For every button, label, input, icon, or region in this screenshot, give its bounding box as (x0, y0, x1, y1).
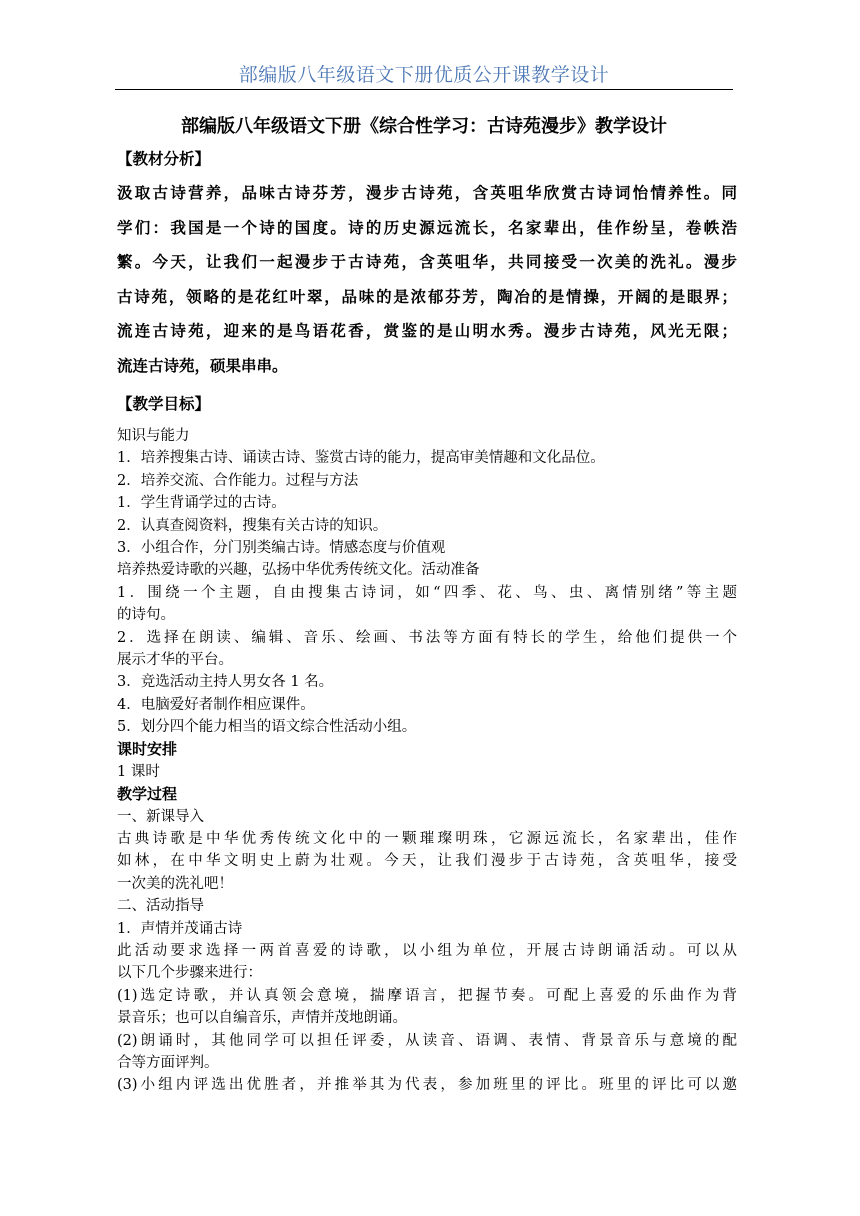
process-line: (3)小组内评选出优胜者，并推举其为代表，参加班里的评比。班里的评比可以邀 (117, 1077, 737, 1094)
process-line: 一次美的洗礼吧！ (117, 875, 233, 892)
goals-line: 1．围绕一个主题，自由搜集古诗词，如“四季、花、鸟、虫、离情别绪”等主题 (117, 584, 737, 601)
goals-line: 的诗句。 (117, 607, 175, 624)
process-line: 古典诗歌是中华优秀传统文化中的一颗璀璨明珠，它源远流长，名家辈出，佳作 (117, 831, 737, 848)
document-title: 部编版八年级语文下册《综合性学习：古诗苑漫步》教学设计 (181, 116, 667, 137)
goals-line: 知识与能力 (117, 428, 190, 444)
schedule-value (117, 761, 737, 783)
process-line: 如林，在中华文明史上蔚为壮观。今天，让我们漫步于古诗苑，含英咀华，接受 (117, 853, 737, 870)
section-heading-goals: 【教学目标】 (117, 395, 211, 413)
analysis-line: 古诗苑，领略的是花红叶翠，品味的是浓郁芬芳，陶冶的是情操，开阔的是眼界； (117, 287, 737, 306)
section-heading-schedule: 课时安排 (117, 740, 178, 759)
analysis-line: 流连古诗苑，迎来的是鸟语花香，赏鉴的是山明水秀。漫步古诗苑，风光无限； (117, 322, 737, 340)
header-divider (115, 89, 733, 90)
section-heading-process: 教学过程 (117, 785, 178, 804)
process-line: (2)朗诵时，其他同学可以担任评委，从读音、语调、表情、背景音乐与意境的配 (117, 1032, 737, 1049)
process-line: 此活动要求选择一两首喜爱的诗歌，以小组为单位，开展古诗朗诵活动。可以从 (117, 942, 737, 959)
goals-line: 3．竞选活动主持人男女各 1 名。 (117, 674, 334, 691)
goals-line: 2．认真查阅资料，搜集有关古诗的知识。 (117, 517, 388, 534)
analysis-line: 学们：我国是一个诗的国度。诗的历史源远流长，名家辈出，佳作纷呈，卷帙浩 (117, 218, 737, 237)
goals-line: 1．培养搜集古诗、诵读古诗、鉴赏古诗的能力，提高审美情趣和文化品位。 (117, 450, 605, 467)
goals-line: 2．选择在朗读、编辑、音乐、绘画、书法等方面有特长的学生，给他们提供一个 (117, 629, 737, 646)
analysis-line: 繁。今天，让我们一起漫步于古诗苑，含英咀华，共同接受一次美的洗礼。漫步 (117, 253, 737, 271)
goals-line: 1．学生背诵学过的古诗。 (117, 495, 286, 512)
goals-line: 3．小组合作，分门别类编古诗。情感态度与价值观 (117, 539, 446, 556)
analysis-line: 流连古诗苑，硕果串串。 (117, 356, 288, 375)
goals-line: 展示才华的平台。 (117, 651, 233, 668)
goals-line: 5．划分四个能力相当的语文综合性活动小组。 (117, 719, 417, 736)
running-header-title: 部编版八年级语文下册优质公开课教学设计 (238, 64, 610, 86)
section-heading-analysis: 【教材分析】 (117, 150, 211, 168)
process-line: 1．声情并茂诵古诗 (117, 920, 243, 937)
process-line: 合等方面评判。 (117, 1054, 219, 1071)
goals-list (117, 425, 737, 738)
spacer (117, 417, 737, 425)
process-line: (1)选定诗歌，并认真领会意境，揣摩语言，把握节奏。可配上喜爱的乐曲作为背 (117, 987, 737, 1004)
goals-line: 2．培养交流、合作能力。过程与方法 (117, 472, 359, 489)
process-line: 以下几个步骤来进行： (117, 965, 262, 982)
process-line: 景音乐；也可以自编音乐，声情并茂地朗诵。 (117, 1010, 407, 1027)
analysis-line: 汲取古诗营养，品味古诗芬芳，漫步古诗苑，含英咀华欣赏古诗词怡情养性。同 (117, 184, 737, 202)
goals-line: 4．电脑爱好者制作相应课件。 (117, 696, 315, 713)
process-list (117, 806, 737, 1097)
schedule-line: 1 课时 (117, 763, 160, 780)
process-line: 一、新课导入 (117, 808, 204, 825)
process-line: 二、活动指导 (117, 898, 204, 915)
analysis-paragraph (117, 176, 737, 383)
document-body (117, 146, 737, 1097)
goals-line: 培养热爱诗歌的兴趣，弘扬中华优秀传统文化。活动准备 (117, 562, 480, 579)
